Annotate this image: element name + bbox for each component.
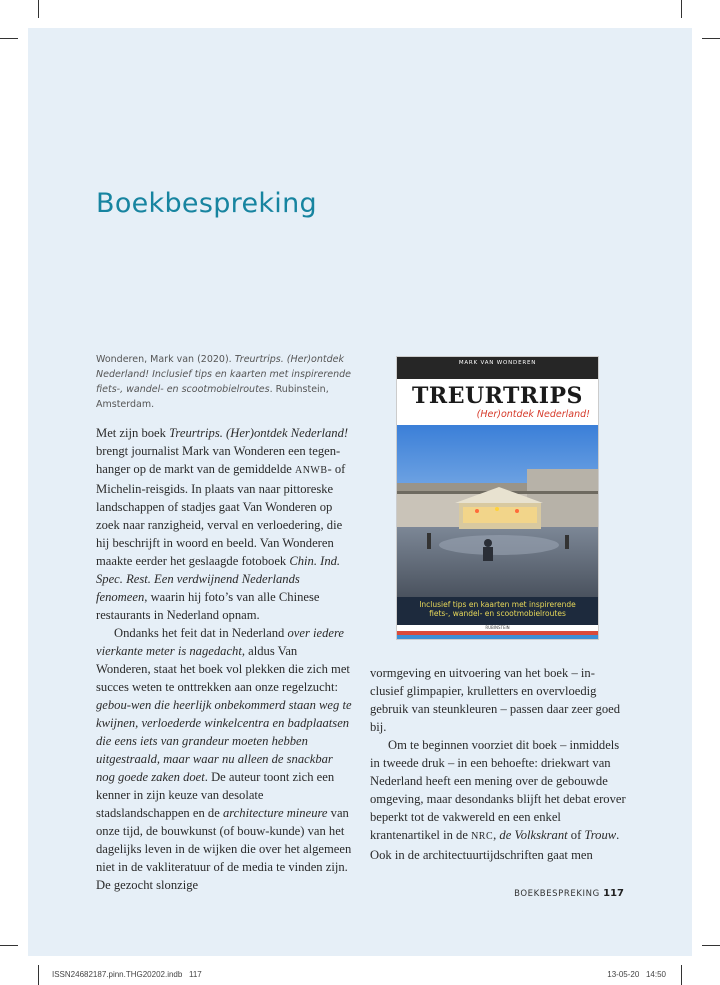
cover-tagline-line: fiets-, wandel- en scootmobielroutes	[429, 609, 566, 618]
text: , aldus Van Wonderen, staat het boek vol plekken die zich met succes weten te onttrekken aan onze regelzucht:	[96, 644, 350, 694]
cover-publisher: RUBINSTEIN	[397, 625, 598, 631]
text-italic: gebou-wen die heerlijk onbekommerd staan weg te kwijnen, verloederde winkelcentra en badplaatsen die eens iets van grandeur moeten hebben uitgestraald, maar waar nu alleen de snackbar nog goede zaken doet	[96, 698, 352, 784]
crop-mark	[681, 965, 682, 985]
text: ,	[493, 828, 500, 842]
cover-tagline-line: Inclusief tips en kaarten met inspirerende	[419, 600, 576, 609]
cover-title: TREURTRIPS	[412, 383, 583, 409]
paragraph: vormgeving en uitvoering van het boek – in-clusief glimpapier, krulletters en overvloedig gebruik van steunkleuren – passen daar zeer goed bij.	[370, 666, 621, 734]
text-smallcaps: ANWB	[294, 465, 328, 476]
cover-photo	[397, 425, 598, 597]
text-italic: de Volkskrant	[499, 828, 568, 842]
text-italic: Trouw	[584, 828, 617, 842]
cover-tagline	[397, 597, 598, 625]
book-cover-image	[397, 357, 598, 639]
slug-date: 13-05-20 14:50	[607, 970, 666, 979]
paragraph	[96, 624, 354, 894]
text: Ondanks het feit dat in Nederland	[114, 626, 288, 640]
running-footer	[514, 888, 624, 899]
citation-publisher: . Rubinstein, Amsterdam.	[96, 384, 329, 410]
text: brengt journalist Mark van Wonderen een tegen-hanger op de markt van de gemiddelde	[96, 444, 341, 476]
footer-section-label: BOEKBESPREKING	[514, 889, 600, 899]
crop-mark	[0, 945, 18, 946]
body-column-right	[370, 664, 628, 864]
crop-mark	[681, 0, 682, 18]
crop-mark	[0, 38, 18, 39]
text-italic: Chin. Ind. Spec. Rest. Een verdwijnend Nederlands fenomeen	[96, 554, 341, 604]
text: van onze tijd, de bouwkunst (of bouw-kunde) van het dagelijks leven in de wijken die over het algemeen niet in de vakliteratuur of de media te vinden zijn. De gezocht slonzige	[96, 806, 352, 892]
text: . De auteur toont zich een kenner in zijn keuze van desolate stadslandschappen en de	[96, 770, 335, 820]
text-italic: architecture mineure	[222, 806, 328, 820]
crop-mark	[702, 38, 720, 39]
cover-stripe-blue	[397, 635, 598, 639]
text: , waarin hij foto’s van alle Chinese restaurants in Nederland opnam.	[96, 590, 320, 622]
cover-subtitle: (Her)ontdek Nederland!	[476, 409, 590, 420]
text: . Ook in de architectuurtijdschriften gaat men	[370, 828, 620, 862]
slug-file: ISSN24682187.pinn.THG20202.indb 117	[52, 970, 202, 979]
paragraph	[96, 424, 354, 624]
text-italic: Treurtrips. (Her)ontdek Nederland!	[169, 426, 349, 440]
cover-author: MARK VAN WONDEREN	[397, 357, 598, 379]
book-citation	[96, 352, 366, 412]
text-italic: over iedere vierkante meter is nagedacht	[96, 626, 344, 658]
text: of	[567, 828, 585, 842]
citation-author: Wonderen, Mark van (2020).	[96, 354, 235, 365]
body-column-left	[96, 424, 354, 894]
citation-book-title: Treurtrips. (Her)ontdek Nederland! Inclusief tips en kaarten met inspirerende fiets-, wandel- en scootmobielroutes	[96, 354, 352, 395]
paragraph	[370, 736, 628, 864]
text-smallcaps: NRC	[471, 831, 494, 842]
page-number: 117	[603, 888, 624, 899]
crop-mark	[38, 0, 39, 18]
page-title: Boekbespreking	[96, 188, 317, 219]
text: - of Michelin-reisgids. In plaats van naar pittoreske landschappen of stadjes gaat Van Wonderen op zoek naar ranzigheid, verval en verloedering, die hij beschrijft in woord en beeld. Van Wonderen maakte eerder het geslaagde fotoboek	[96, 462, 346, 568]
crop-mark	[702, 945, 720, 946]
text: Met zijn boek	[96, 426, 170, 440]
text: Om te beginnen voorziet dit boek – inmiddels in tweede druk – in een behoefte: driekwart van Nederland heeft een mening over de gebouwde omgeving, maar desondanks blijft het debat erover beperkt tot de vakwereld en een enkel krantenartikel in de	[370, 738, 626, 842]
crop-mark	[38, 965, 39, 985]
